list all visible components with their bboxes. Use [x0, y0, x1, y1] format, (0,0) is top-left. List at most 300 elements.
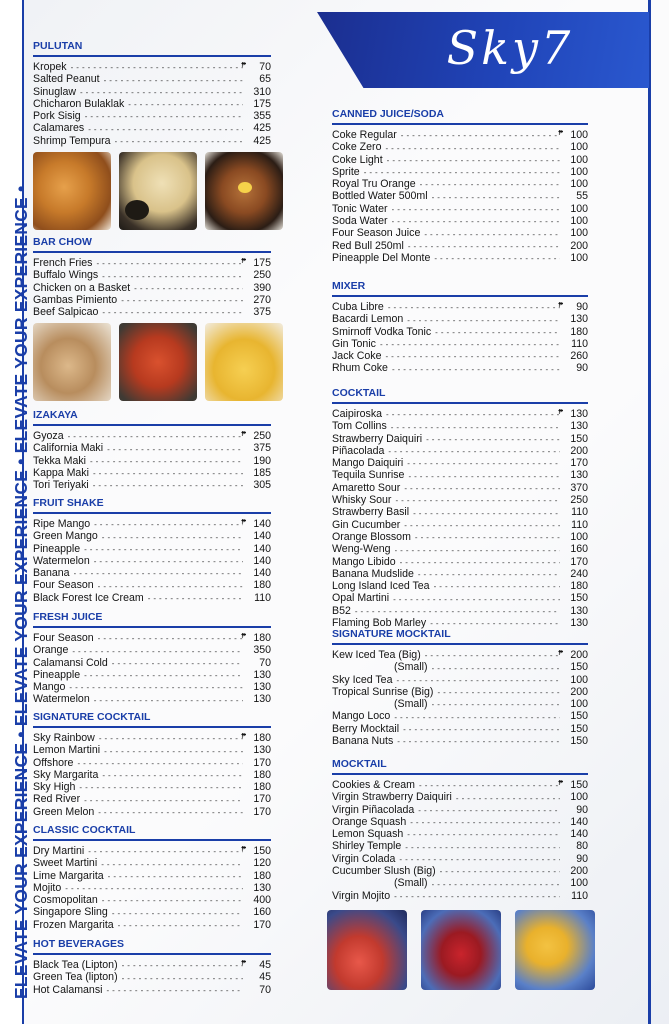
leader-dots: [112, 909, 243, 919]
leader-dots: [410, 818, 560, 828]
item-price: 100: [570, 129, 588, 141]
item-price: 140: [570, 815, 588, 828]
item-price: 355: [253, 110, 271, 123]
leader-dots: [104, 76, 243, 86]
item-price: 180: [253, 768, 271, 781]
item-price: 100: [570, 202, 588, 215]
menu-item: [332, 710, 588, 722]
leader-dots: [399, 855, 560, 865]
item-name: Weng-Weng: [332, 543, 391, 556]
section-title: FRESH JUICE: [33, 611, 271, 628]
egg-yolk: [238, 182, 252, 193]
item-name: Dry Martini: [33, 845, 85, 857]
item-name: Orange Squash: [332, 815, 407, 828]
item-name: Offshore: [33, 756, 74, 769]
item-price: 45: [259, 959, 271, 971]
leader-dots: [407, 830, 560, 840]
leader-dots: [72, 647, 243, 657]
item-name: Bottled Water 500ml: [332, 190, 428, 203]
item-name: Tequila Sunrise: [332, 469, 405, 482]
item-name: Pineapple: [33, 542, 81, 555]
menu-item: [332, 252, 588, 264]
leader-dots: [102, 308, 243, 318]
item-price: 180: [253, 732, 271, 744]
leader-dots: [395, 546, 561, 556]
item-name: Cosmopolitan: [33, 894, 98, 907]
item-price: 100: [570, 530, 588, 543]
currency-symbol: ₱: [241, 846, 246, 853]
leader-dots: [391, 423, 560, 433]
item-name: Virgin Mojito: [332, 889, 391, 902]
item-name: Sky High: [33, 781, 76, 794]
leader-dots: [418, 806, 560, 816]
item-name: Sky Rainbow: [33, 732, 95, 744]
item-name: Sky Iced Tea: [332, 673, 393, 686]
item-name: Mango Daiquiri: [332, 457, 404, 470]
item-name: Cookies & Cream: [332, 779, 416, 791]
menu-item: [332, 674, 588, 686]
leader-dots: [102, 272, 243, 282]
section-classic-cocktail: [33, 824, 271, 931]
section-title: CANNED JUICE/SODA: [332, 108, 588, 125]
menu-item: [33, 257, 271, 269]
item-price: 100: [570, 153, 588, 166]
item-name: Piñacolada: [332, 444, 385, 457]
leader-dots: [395, 496, 560, 506]
item-name: Watermelon: [33, 693, 90, 706]
item-price: 390: [253, 281, 271, 294]
item-name: Mango Loco: [332, 710, 391, 723]
menu-item: [332, 568, 588, 580]
menu-item: [332, 605, 588, 617]
leader-dots: [104, 747, 243, 757]
leader-dots: [419, 781, 560, 791]
currency-symbol: ₱: [241, 431, 246, 438]
menu-item: [332, 178, 588, 190]
item-price: 100: [570, 215, 588, 228]
item-name: Strawberry Daiquiri: [332, 432, 423, 445]
leader-dots: [84, 545, 243, 555]
item-name: Strawberry Basil: [332, 506, 410, 519]
item-name: Chicken on a Basket: [33, 281, 131, 294]
currency-symbol: ₱: [241, 258, 246, 265]
item-name: Banana: [33, 567, 70, 580]
item-name: Buffalo Wings: [33, 269, 99, 282]
item-price: 425: [253, 134, 271, 147]
item-name: Coke Regular: [332, 129, 397, 141]
menu-item: [332, 840, 588, 852]
food-photo-french-fries: [205, 323, 283, 401]
item-name: Frozen Margarita: [33, 918, 114, 931]
menu-item: [332, 865, 588, 877]
menu-item: [33, 110, 271, 122]
leader-dots: [88, 847, 243, 857]
menu-item: [332, 240, 588, 252]
item-price: 100: [570, 791, 588, 804]
item-name: Mango Libido: [332, 555, 396, 568]
item-name: French Fries: [33, 257, 93, 269]
item-price: 175: [253, 257, 271, 269]
leader-dots: [84, 796, 243, 806]
item-price: 270: [253, 293, 271, 306]
leader-dots: [98, 808, 243, 818]
item-price: 200: [570, 239, 588, 252]
item-price: 130: [570, 420, 588, 433]
leader-dots: [432, 664, 560, 674]
item-name: Sky Margarita: [33, 768, 99, 781]
leader-dots: [88, 125, 243, 135]
leader-dots: [408, 242, 560, 252]
item-name: Shrimp Tempura: [33, 134, 111, 147]
item-name: Four Season: [33, 579, 94, 592]
menu-item: [332, 154, 588, 166]
leader-dots: [424, 230, 560, 240]
item-name: Soda Water: [332, 215, 388, 228]
menu-item: [33, 769, 271, 781]
menu-item: [33, 644, 271, 656]
menu-item: [332, 735, 588, 747]
item-price: 150: [570, 722, 588, 735]
menu-item: [33, 86, 271, 98]
menu-item: [332, 350, 588, 362]
menu-item: [332, 877, 588, 889]
item-price: 70: [259, 61, 271, 73]
item-price: 65: [259, 73, 271, 86]
currency-symbol: ₱: [241, 960, 246, 967]
leader-dots: [385, 352, 560, 362]
item-name: Tom Collins: [332, 420, 387, 433]
item-name: Jack Coke: [332, 350, 382, 363]
leader-dots: [98, 582, 243, 592]
item-name: Gyoza: [33, 430, 64, 442]
item-price: 90: [576, 852, 588, 865]
item-price: 170: [570, 457, 588, 470]
menu-item: [332, 580, 588, 592]
item-name: Cucumber Slush (Big): [332, 865, 436, 878]
menu-item: [33, 681, 271, 693]
leader-dots: [432, 700, 560, 710]
leader-dots: [102, 771, 243, 781]
menu-item: [332, 420, 588, 432]
side-banner-text: ELEVATE YOUR EXPERIENCE • ELEVATE YOUR EXPERIENCE • ELEVATE YOUR EXPERIENCE •: [11, 185, 31, 999]
menu-item: [332, 457, 588, 469]
item-price: 140: [253, 554, 271, 567]
leader-dots: [102, 896, 243, 906]
item-name: Singapore Sling: [33, 906, 108, 919]
section-title: PULUTAN: [33, 40, 271, 57]
menu-item: [33, 73, 271, 85]
item-price: 100: [570, 251, 588, 264]
menu-item: [33, 919, 271, 931]
menu-item: [33, 518, 271, 530]
currency-symbol: ₱: [558, 780, 563, 787]
item-price: 150: [253, 845, 271, 857]
menu-item: [332, 326, 588, 338]
drink-photo-martini: [515, 910, 595, 990]
item-price: 170: [253, 793, 271, 806]
currency-symbol: ₱: [558, 130, 563, 137]
leader-dots: [413, 509, 560, 519]
item-name: Coke Zero: [332, 141, 382, 154]
leader-dots: [68, 432, 243, 442]
item-name: Amaretto Sour: [332, 481, 401, 494]
item-name: Green Melon: [33, 805, 95, 818]
leader-dots: [106, 986, 243, 996]
item-price: 130: [253, 744, 271, 757]
menu-item: [332, 592, 588, 604]
menu-item: [33, 657, 271, 669]
section-title: CLASSIC COCKTAIL: [33, 824, 271, 841]
menu-item: [33, 971, 271, 983]
menu-item: [332, 469, 588, 481]
menu-item: [33, 793, 271, 805]
section-title: BAR CHOW: [33, 236, 271, 253]
leader-dots: [96, 259, 243, 269]
menu-item: [33, 857, 271, 869]
leader-dots: [392, 205, 560, 215]
menu-item: [33, 984, 271, 996]
item-price: 90: [576, 301, 588, 313]
item-price: 130: [570, 313, 588, 326]
item-price: 130: [570, 617, 588, 630]
item-price: 100: [570, 877, 588, 890]
item-price: 130: [570, 408, 588, 420]
leader-dots: [99, 734, 243, 744]
section-canned-juice-soda: [332, 108, 588, 264]
item-name: Coke Light: [332, 153, 383, 166]
leader-dots: [432, 193, 560, 203]
menu-item: [33, 959, 271, 971]
item-price: 370: [570, 481, 588, 494]
item-name: Virgin Strawberry Daiquiri: [332, 791, 452, 804]
item-price: 110: [571, 337, 588, 350]
drink-photo-red-shooter: [421, 910, 501, 990]
drink-photo-red-cocktail: [327, 910, 407, 990]
item-name: Mojito: [33, 881, 62, 894]
item-name: Berry Mocktail: [332, 722, 400, 735]
item-name: Red Bull 250ml: [332, 239, 404, 252]
item-name: Gin Cucumber: [332, 518, 401, 531]
section-title: IZAKAYA: [33, 409, 271, 426]
item-price: 150: [570, 710, 588, 723]
menu-item: [332, 362, 588, 374]
item-name: Tonic Water: [332, 202, 388, 215]
item-name: Four Season: [33, 632, 94, 644]
currency-symbol: ₱: [241, 733, 246, 740]
item-price: 170: [253, 756, 271, 769]
item-name: Mango: [33, 681, 66, 694]
photo-row-bar-chow: [33, 323, 291, 401]
menu-item: [332, 519, 588, 531]
leader-dots: [388, 447, 560, 457]
item-price: 180: [253, 579, 271, 592]
item-price: 80: [576, 840, 588, 853]
section-bar-chow: [33, 236, 271, 318]
item-price: 260: [570, 350, 588, 363]
leader-dots: [392, 217, 560, 227]
menu-item: [332, 445, 588, 457]
leader-dots: [394, 892, 560, 902]
leader-dots: [418, 570, 560, 580]
leader-dots: [118, 921, 243, 931]
food-photo-sisig: [205, 152, 283, 230]
section-mocktail: [332, 758, 588, 902]
menu-item: [332, 433, 588, 445]
currency-symbol: ₱: [241, 62, 246, 69]
item-name: Chicharon Bulaklak: [33, 97, 125, 110]
item-name: Kappa Maki: [33, 466, 89, 479]
item-price: 110: [571, 889, 588, 902]
item-price: 200: [570, 865, 588, 878]
item-price: 150: [570, 735, 588, 748]
sauce-bowl: [125, 200, 149, 220]
menu-item: [332, 301, 588, 313]
section-title: COCKTAIL: [332, 387, 588, 404]
item-price: 150: [570, 661, 588, 674]
item-price: 375: [253, 442, 271, 455]
item-name: Gin Tonic: [332, 337, 376, 350]
item-price: 130: [253, 693, 271, 706]
menu-item: [33, 592, 271, 604]
leader-dots: [128, 100, 243, 110]
menu-item: [332, 816, 588, 828]
item-price: 170: [570, 555, 588, 568]
item-price: 70: [259, 983, 271, 996]
leader-dots: [112, 659, 243, 669]
item-price: 130: [253, 881, 271, 894]
currency-symbol: ₱: [241, 519, 246, 526]
leader-dots: [387, 156, 560, 166]
section-title: MIXER: [332, 280, 588, 297]
menu-item: [332, 313, 588, 325]
item-price: 350: [253, 644, 271, 657]
menu-item: [33, 430, 271, 442]
menu-item: [332, 129, 588, 141]
section-title: FRUIT SHAKE: [33, 497, 271, 514]
menu-item: [332, 556, 588, 568]
item-name: California Maki: [33, 442, 104, 455]
item-name: Calamares: [33, 122, 85, 135]
item-price: 160: [570, 543, 588, 556]
leader-dots: [434, 582, 560, 592]
item-name: Lemon Squash: [332, 828, 404, 841]
leader-dots: [407, 316, 560, 326]
item-price: 200: [570, 444, 588, 457]
menu-item: [332, 215, 588, 227]
leader-dots: [122, 961, 243, 971]
leader-dots: [98, 634, 243, 644]
item-price: 175: [253, 97, 271, 110]
leader-dots: [380, 340, 560, 350]
menu-item: [33, 882, 271, 894]
item-name: Tori Teriyaki: [33, 479, 89, 492]
item-name: Shirley Temple: [332, 840, 402, 853]
menu-item: [332, 338, 588, 350]
menu-item: [33, 744, 271, 756]
menu-item: [332, 828, 588, 840]
item-name: Flaming Bob Marley: [332, 617, 427, 630]
leader-dots: [393, 595, 560, 605]
photo-row-drinks: [327, 910, 595, 990]
item-name: Pineapple Del Monte: [332, 251, 431, 264]
menu-item: [332, 723, 588, 735]
item-price: 130: [570, 604, 588, 617]
item-name: (Small): [394, 877, 428, 890]
leader-dots: [115, 137, 243, 147]
item-price: 250: [570, 494, 588, 507]
currency-symbol: ₱: [558, 650, 563, 657]
item-name: Tekka Maki: [33, 454, 86, 467]
menu-item: [33, 61, 271, 73]
item-name: Opal Martini: [332, 592, 390, 605]
item-price: 170: [253, 918, 271, 931]
menu-item: [332, 649, 588, 661]
item-price: 305: [253, 479, 271, 492]
item-name: Sweet Martini: [33, 857, 98, 870]
leader-dots: [400, 558, 560, 568]
leader-dots: [71, 63, 243, 73]
item-name: Green Mango: [33, 530, 98, 543]
item-name: Banana Nuts: [332, 735, 394, 748]
item-price: 100: [570, 698, 588, 711]
leader-dots: [420, 180, 560, 190]
item-name: Virgin Piñacolada: [332, 803, 415, 816]
menu-item: [332, 408, 588, 420]
item-price: 100: [570, 165, 588, 178]
currency-symbol: ₱: [558, 409, 563, 416]
leader-dots: [79, 783, 243, 793]
item-price: 400: [253, 894, 271, 907]
item-name: Watermelon: [33, 554, 90, 567]
item-price: 250: [253, 269, 271, 282]
leader-dots: [404, 484, 560, 494]
item-price: 110: [254, 591, 271, 604]
logo: Sky7: [446, 21, 574, 75]
item-price: 70: [259, 656, 271, 669]
leader-dots: [403, 725, 560, 735]
leader-dots: [90, 457, 243, 467]
item-name: Kropek: [33, 61, 67, 73]
item-price: 150: [570, 779, 588, 791]
leader-dots: [396, 676, 560, 686]
item-name: Pineapple: [33, 668, 81, 681]
leader-dots: [94, 696, 243, 706]
menu-item: [332, 779, 588, 791]
menu-item: [33, 632, 271, 644]
item-price: 45: [259, 971, 271, 984]
menu-item: [332, 890, 588, 902]
menu-item: [33, 757, 271, 769]
food-photo-gambas: [119, 323, 197, 401]
item-name: Caipiroska: [332, 408, 383, 420]
item-price: 150: [570, 592, 588, 605]
leader-dots: [355, 607, 560, 617]
item-price: 190: [253, 454, 271, 467]
section-izakaya: [33, 409, 271, 491]
item-name: Bacardi Lemon: [332, 313, 404, 326]
menu-item: [332, 141, 588, 153]
item-name: Hot Calamansi: [33, 983, 103, 996]
leader-dots: [435, 328, 560, 338]
leader-dots: [456, 794, 560, 804]
leader-dots: [432, 880, 560, 890]
menu-item: [33, 693, 271, 705]
leader-dots: [80, 88, 243, 98]
food-photo-calamares: [119, 152, 197, 230]
item-price: 180: [253, 632, 271, 644]
right-border: [648, 0, 651, 1024]
menu-item: [33, 135, 271, 147]
